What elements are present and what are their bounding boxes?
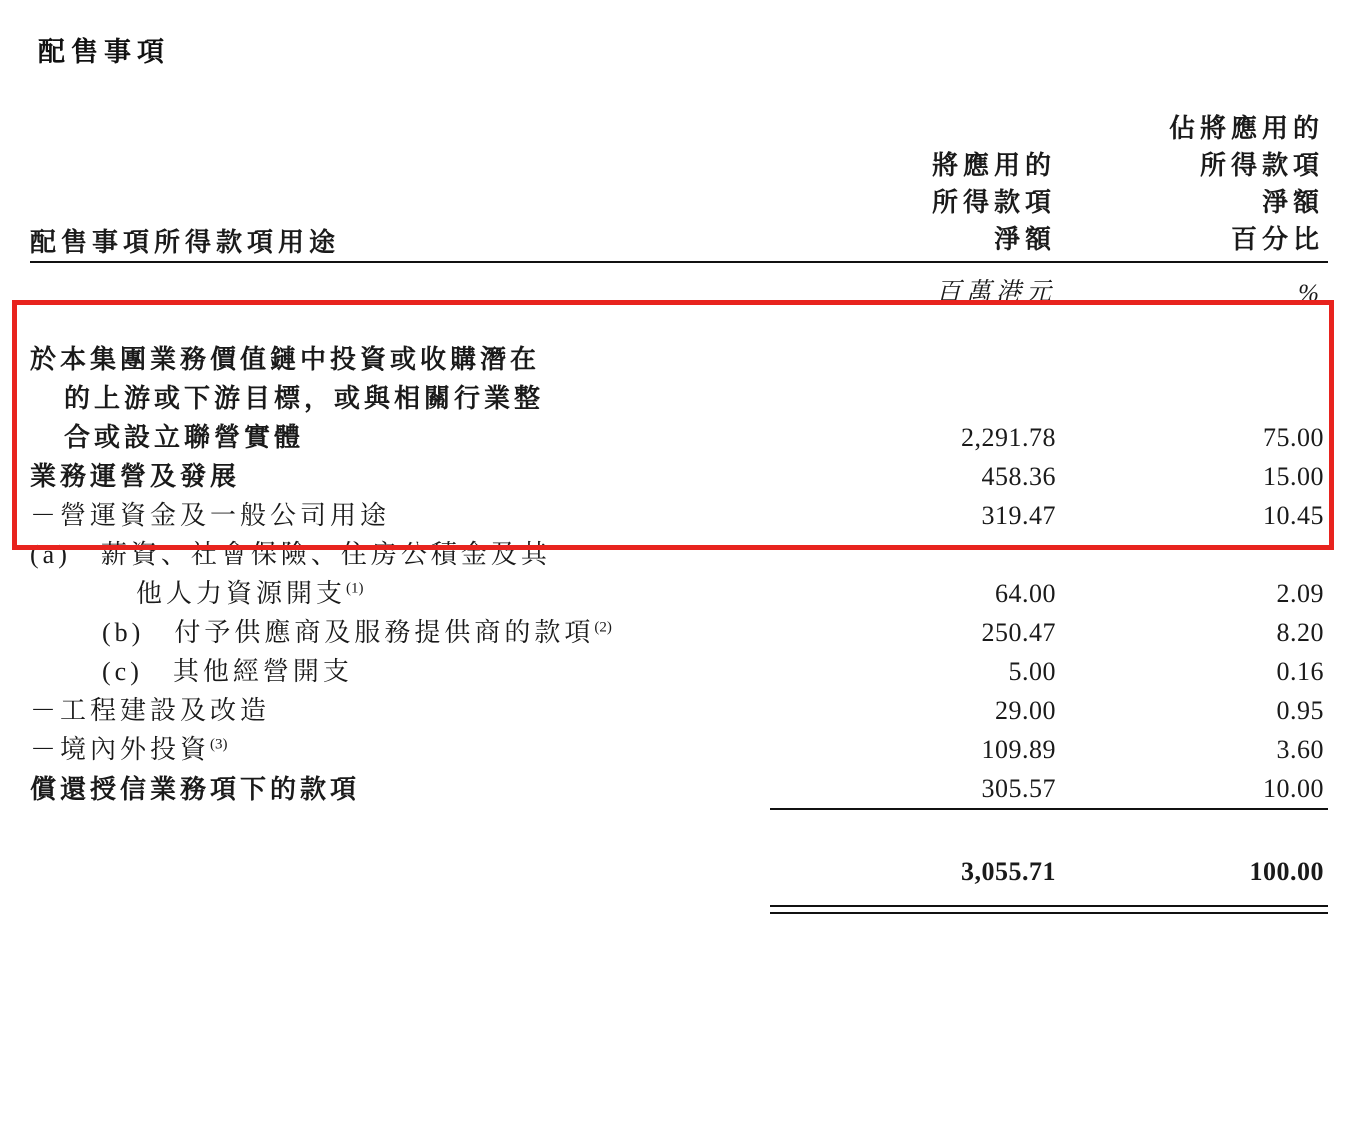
column-header-amount-line-3: 淨額 [993,224,1056,254]
row-amount-domestic-overseas-investment: 109.89 [981,734,1056,764]
row-label-supplier-payments [30,613,770,652]
column-header-percent-line-1: 佔將應用的 [1168,114,1324,143]
row-amount-business-ops: 458.36 [981,461,1056,491]
total-double-rule-amount [770,906,1060,913]
table-row [30,613,1328,652]
row-label-investment-line-3: 合或設立聯營實體 [64,422,305,452]
total-underline-gap-2 [770,891,1060,906]
table-header-row [30,111,1328,262]
table-row [30,691,1328,730]
spacer-cell-3 [1060,312,1328,340]
row-label-investment-line-2: 的上游或下游目標，或與相關行業整 [64,383,545,413]
total-underline-gap [30,891,1328,906]
row-label-hr-expense-line-1: (a) 薪資、社會保險、住房公積金及其 [30,539,551,569]
row-percent-construction: 0.95 [1276,695,1324,725]
row-label-investment [30,340,770,457]
row-amount-working-capital: 319.47 [981,500,1056,530]
total-amount: 3,055.71 [961,856,1056,886]
row-amount-credit-repayment: 305.57 [981,773,1056,803]
table-row [30,769,1328,809]
total-label [30,852,770,891]
table-row [30,340,1328,457]
total-gap-cell-2 [770,810,1060,852]
total-double-rule-label [30,906,770,913]
row-percent-credit-repayment: 10.00 [1263,773,1324,803]
table-row [30,730,1328,769]
row-label-construction: －工程建設及改造 [30,695,271,725]
total-row [30,852,1328,891]
column-header-amount-line-1: 將應用的 [931,150,1056,180]
row-label-working-capital: －營運資金及一般公司用途 [30,500,391,530]
unit-row [30,263,1328,312]
row-label-other-operating [30,652,770,691]
footnote-marker-1: (1) [346,579,364,596]
row-label-credit-repayment: 償還授信業務項下的款項 [30,774,361,804]
table-row [30,652,1328,691]
row-label-hr-expense-text: 他人力資源開支 [136,578,347,608]
column-header-percent-line-3: 淨額 [1261,187,1324,217]
column-header-percent-line-4: 百分比 [1230,224,1324,254]
table-row [30,496,1328,535]
row-percent-hr-expense: 2.09 [1276,578,1324,608]
row-percent-domestic-overseas-investment: 3.60 [1276,734,1324,764]
column-header-percent [1060,111,1328,262]
row-label-hr-expense-line-2 [30,574,760,613]
total-double-rule [30,906,1328,913]
proceeds-use-table [30,111,1328,914]
row-percent-investment: 75.00 [1263,422,1324,452]
row-label-domestic-overseas-investment-text: －境內外投資 [30,734,211,764]
unit-row-spacer [30,263,770,312]
page-title: 配售事項 [38,37,170,67]
row-label-other-operating-text: (c) 其他經營開支 [102,656,353,686]
row-label-supplier-payments-wrap [30,613,760,652]
column-header-amount [770,111,1060,262]
column-header-amount-line-2: 所得款項 [931,187,1056,217]
row-percent-supplier-payments: 8.20 [1276,617,1324,647]
column-header-percent-line-2: 所得款項 [1199,150,1324,180]
column-header-label: 配售事項所得款項用途 [30,227,341,257]
row-amount-supplier-payments: 250.47 [981,617,1056,647]
spacer-row [30,312,1328,340]
row-amount-investment: 2,291.78 [961,422,1056,452]
total-underline-gap-1 [30,891,770,906]
row-percent-business-ops: 15.00 [1263,461,1324,491]
row-amount-hr-expense: 64.00 [995,578,1056,608]
spacer-cell-1 [30,312,770,340]
total-percent: 100.00 [1249,856,1324,886]
total-gap-row [30,810,1328,852]
row-label-investment-line-1: 於本集團業務價值鏈中投資或收購潛在 [30,344,541,374]
footnote-marker-3: (3) [210,735,228,752]
row-label-business-ops: 業務運營及發展 [30,461,241,491]
row-label-domestic-overseas-investment [30,730,770,769]
total-double-rule-percent [1060,906,1328,913]
row-percent-other-operating: 0.16 [1276,656,1324,686]
spacer-cell-2 [770,312,1060,340]
table-row [30,535,1328,613]
unit-amount: 百萬港元 [935,278,1056,306]
footnote-marker-2: (2) [594,618,612,635]
table-row [30,457,1328,496]
total-underline-gap-3 [1060,891,1328,906]
total-gap-cell-3 [1060,810,1328,852]
row-amount-construction: 29.00 [995,695,1056,725]
total-gap-cell-1 [30,810,770,852]
row-percent-working-capital: 10.45 [1263,500,1324,530]
unit-percent: % [1298,279,1324,307]
row-amount-other-operating: 5.00 [1008,656,1056,686]
row-label-hr-expense [30,535,770,613]
row-label-supplier-payments-text: (b) 付予供應商及服務提供商的款項 [102,617,595,647]
